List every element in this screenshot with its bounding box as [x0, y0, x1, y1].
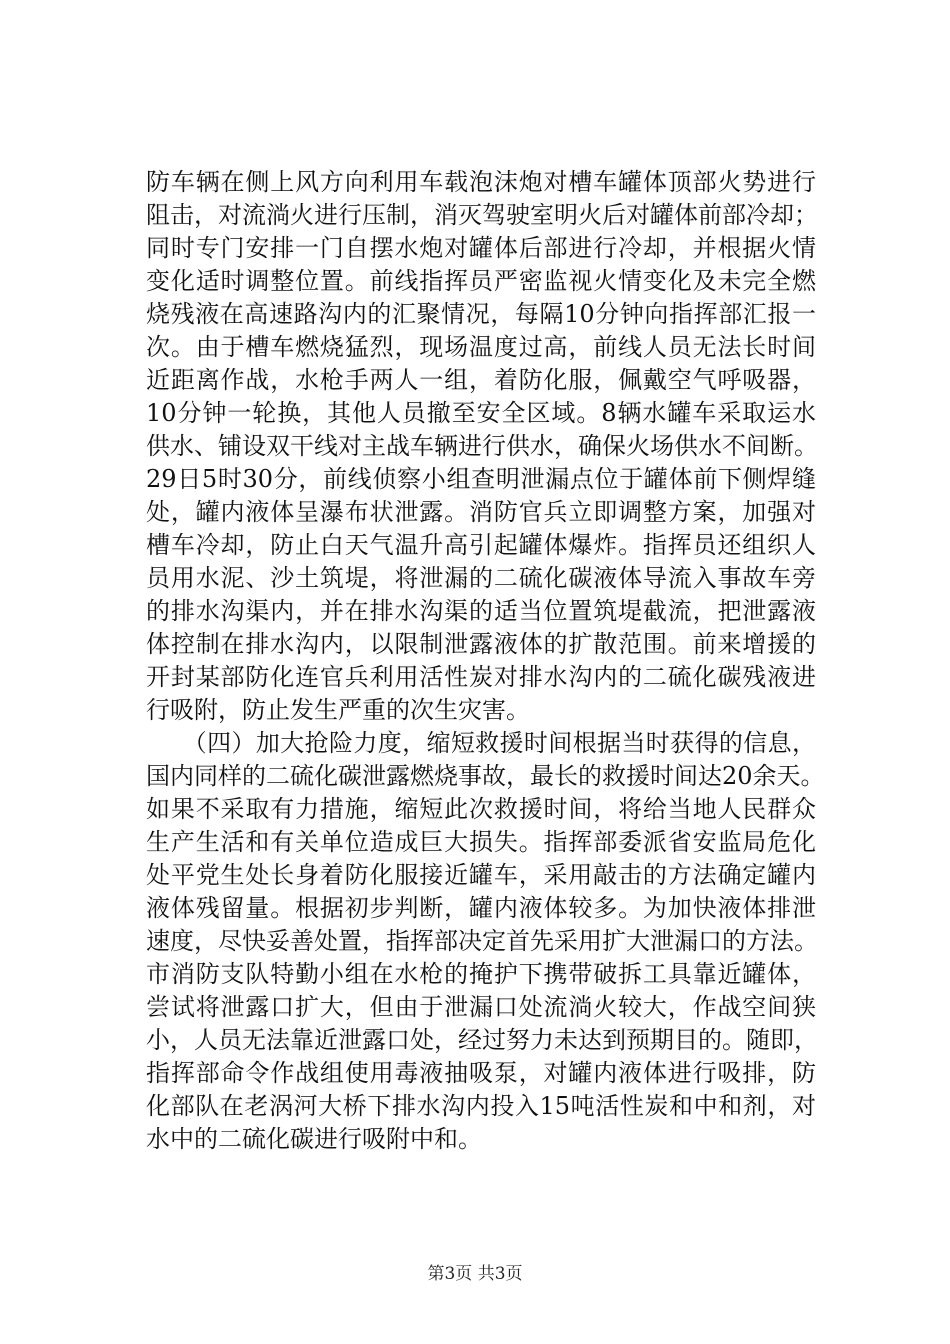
text-line: 槽车冷却，防止白天气温升高引起罐体爆炸。指挥员还组织人 — [146, 531, 816, 559]
paragraph-1 — [146, 166, 816, 727]
text-line: 供水、铺设双干线对主战车辆进行供水，确保火场供水不间断。 — [146, 432, 818, 460]
paragraph-2 — [146, 727, 825, 1156]
text-line: 烧残液在高速路沟内的汇聚情况，每隔10分钟向指挥部汇报一 — [146, 300, 816, 328]
text-line: 液体残留量。根据初步判断，罐内液体较多。为加快液体排泄 — [146, 894, 816, 922]
text-line: 近距离作战，水枪手两人一组，着防化服，佩戴空气呼吸器， — [146, 366, 816, 394]
text-line: 速度，尽快妥善处置，指挥部决定首先采用扩大泄漏口的方法。 — [146, 927, 818, 955]
text-line: 如果不采取有力措施，缩短此次救援时间，将给当地人民群众 — [146, 795, 816, 823]
page-number-footer: 第3页 共3页 — [427, 1264, 523, 1284]
text-line: 的排水沟渠内，并在排水沟渠的适当位置筑堤截流，把泄露液 — [146, 597, 816, 625]
text-line: 处，罐内液体呈瀑布状泄露。消防官兵立即调整方案，加强对 — [146, 498, 816, 526]
text-line: 10分钟一轮换，其他人员撤至安全区域。8辆水罐车采取运水 — [146, 399, 816, 427]
document-body — [146, 166, 825, 1156]
text-line: 29日5时30分，前线侦察小组查明泄漏点位于罐体前下侧焊缝 — [146, 465, 816, 493]
text-line: 开封某部防化连官兵利用活性炭对排水沟内的二硫化碳残液进 — [146, 663, 816, 691]
text-line: 次。由于槽车燃烧猛烈，现场温度过高，前线人员无法长时间 — [146, 333, 816, 361]
text-line: 防车辆在侧上风方向利用车载泡沫炮对槽车罐体顶部火势进行 — [146, 168, 816, 196]
text-line: 生产生活和有关单位造成巨大损失。指挥部委派省安监局危化 — [146, 828, 816, 856]
text-line: 市消防支队特勤小组在水枪的掩护下携带破拆工具靠近罐体， — [146, 960, 816, 988]
text-line: 水中的二硫化碳进行吸附中和。 — [146, 1125, 482, 1153]
text-line: 小，人员无法靠近泄露口处，经过努力未达到预期目的。随即， — [146, 1026, 818, 1054]
text-line: 指挥部命令作战组使用毒液抽吸泵，对罐内液体进行吸排，防 — [146, 1059, 816, 1087]
text-line: 行吸附，防止发生严重的次生灾害。 — [146, 696, 530, 724]
text-line: （四）加大抢险力度，缩短救援时间根据当时获得的信息， — [146, 729, 816, 757]
text-line: 体控制在排水沟内，以限制泄露液体的扩散范围。前来增援的 — [146, 630, 816, 658]
text-line: 处平党生处长身着防化服接近罐车，采用敲击的方法确定罐内 — [146, 861, 816, 889]
text-line: 阻击，对流淌火进行压制，消灭驾驶室明火后对罐体前部冷却； — [146, 201, 818, 229]
text-line: 国内同样的二硫化碳泄露燃烧事故，最长的救援时间达20余天。 — [146, 762, 825, 790]
text-line: 员用水泥、沙土筑堤，将泄漏的二硫化碳液体导流入事故车旁 — [146, 564, 816, 592]
text-line: 尝试将泄露口扩大，但由于泄漏口处流淌火较大，作战空间狭 — [146, 993, 816, 1021]
text-line: 同时专门安排一门自摆水炮对罐体后部进行冷却，并根据火情 — [146, 234, 816, 262]
text-line: 变化适时调整位置。前线指挥员严密监视火情变化及未完全燃 — [146, 267, 816, 295]
text-line: 化部队在老涡河大桥下排水沟内投入15吨活性炭和中和剂，对 — [146, 1092, 816, 1120]
